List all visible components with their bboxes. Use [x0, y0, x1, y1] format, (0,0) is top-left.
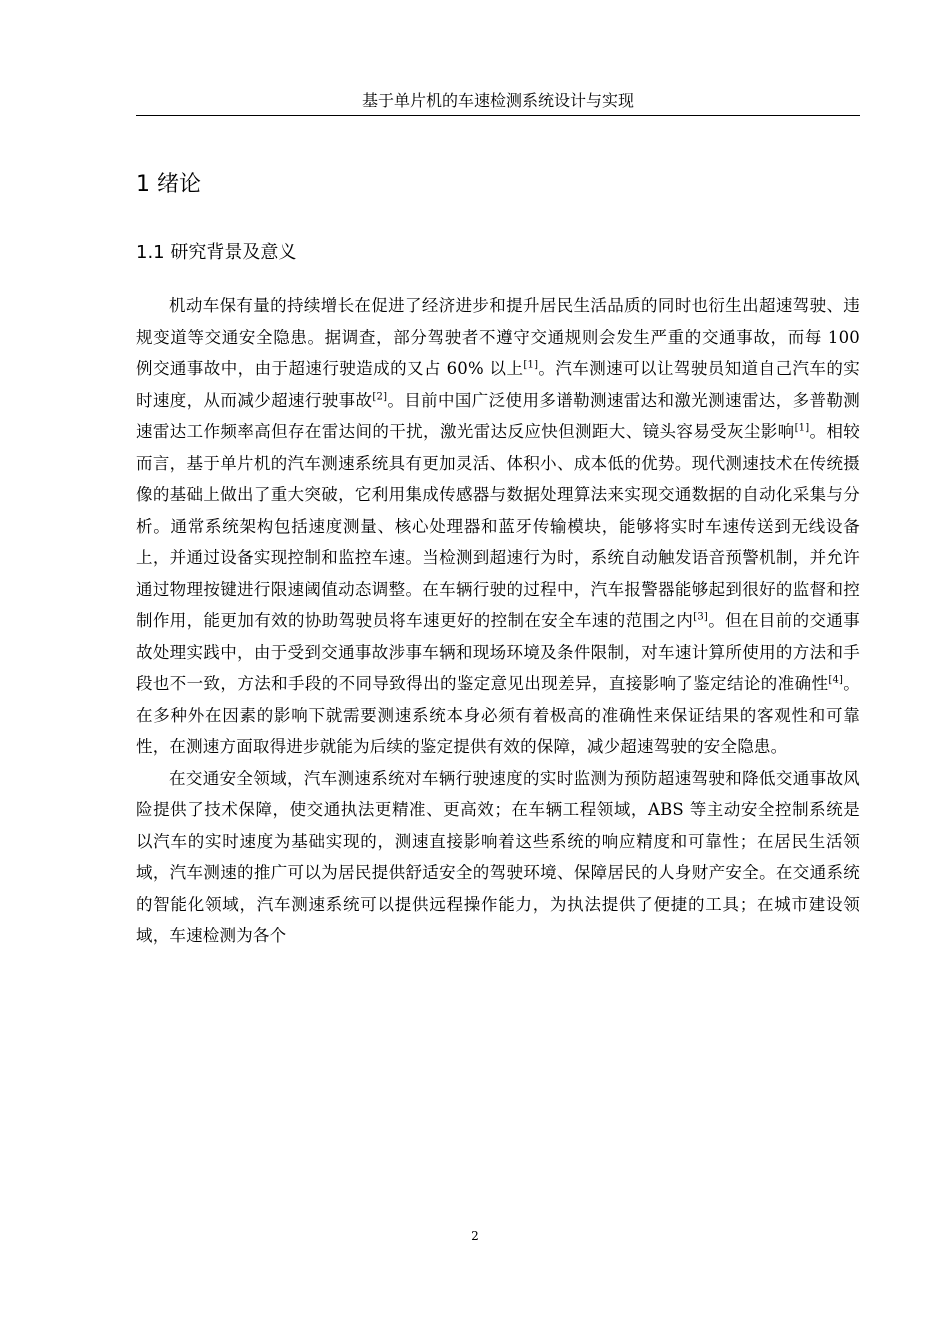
- text-run: 。汽车测速可以让驾驶员知道自己汽车的实时速度，从而减少超速行驶事故: [136, 359, 860, 410]
- citation: [1]: [794, 422, 810, 434]
- citation: [1]: [523, 359, 539, 371]
- page-number: 2: [471, 1229, 479, 1243]
- text-run: 机动车保有量的持续增长在促进了经济进步和提升居民生活品质的同时也衍生出超速驾驶、违规变道等交通安全隐患。据调查，部分驾驶者不遵守交通规则会发生严重的交通事故，而每 100 例交通事故中，由于超速行驶造成的又占 60% 以上: [136, 296, 860, 378]
- citation: [3]: [693, 611, 709, 623]
- page-header: [136, 90, 860, 116]
- section-title: 1.1 研究背景及意义: [136, 242, 297, 263]
- text-run: 。目前中国广泛使用多谱勒测速雷达和激光测速雷达，多普勒测速雷达工作频率高但存在雷达间的干扰，激光雷达反应快但测距大、镜头容易受灰尘影响: [136, 390, 860, 441]
- text-run: 。但在目前的交通事故处理实践中，由于受到交通事故涉事车辆和现场环境及条件限制，对车速计算所使用的方法和手段也不一致，方法和手段的不同导致得出的鉴定意见出现差异，直接影响了鉴定结论的准确性: [136, 611, 860, 693]
- citation: [2]: [372, 391, 388, 402]
- paragraph-2: [136, 763, 860, 952]
- text-run: 。在多种外在因素的影响下就需要测速系统本身必须有着极高的准确性来保证结果的客观性和可靠性，在测速方面取得进步就能为后续的鉴定提供有效的保障，减少超速驾驶的安全隐患。: [136, 674, 860, 756]
- chapter-title: 1 绪论: [136, 172, 201, 197]
- text-run: 。相较而言，基于单片机的汽车测速系统具有更加灵活、体积小、成本低的优势。现代测速技术在传统摄像的基础上做出了重大突破，它利用集成传感器与数据处理算法来实现交通数据的自动化采集与分析。通常系统架构包括速度测量、核心处理器和蓝牙传输模块，能够将实时车速传送到无线设备上，并通过设备实现控制和监控车速。当检测到超速行为时，系统自动触发语音预警机制，并允许通过物理按键进行限速阈值动态调整。在车辆行驶的过程中，汽车报警器能够起到很好的监督和控制作用，能更加有效的协助驾驶员将车速更好的控制在安全车速的范围之内: [136, 422, 860, 630]
- header-title: 基于单片机的车速检测系统设计与实现: [361, 91, 634, 110]
- paragraph-1: [136, 290, 860, 763]
- body-text: [136, 290, 860, 952]
- citation: [4]: [828, 674, 844, 686]
- text-run: 在交通安全领域，汽车测速系统对车辆行驶速度的实时监测为预防超速驾驶和降低交通事故风险提供了技术保障，使交通执法更精准、更高效；在车辆工程领域，ABS 等主动安全控制系统是以汽车的实时速度为基础实现的，测速直接影响着这些系统的响应精度和可靠性；在居民生活领域，汽车测速的推广可以为居民提供舒适安全的驾驶环境、保障居民的人身财产安全。在交通系统的智能化领域，汽车测速系统可以提供远程操作能力，为执法提供了便捷的工具；在城市建设领域，车速检测为各个: [136, 768, 860, 945]
